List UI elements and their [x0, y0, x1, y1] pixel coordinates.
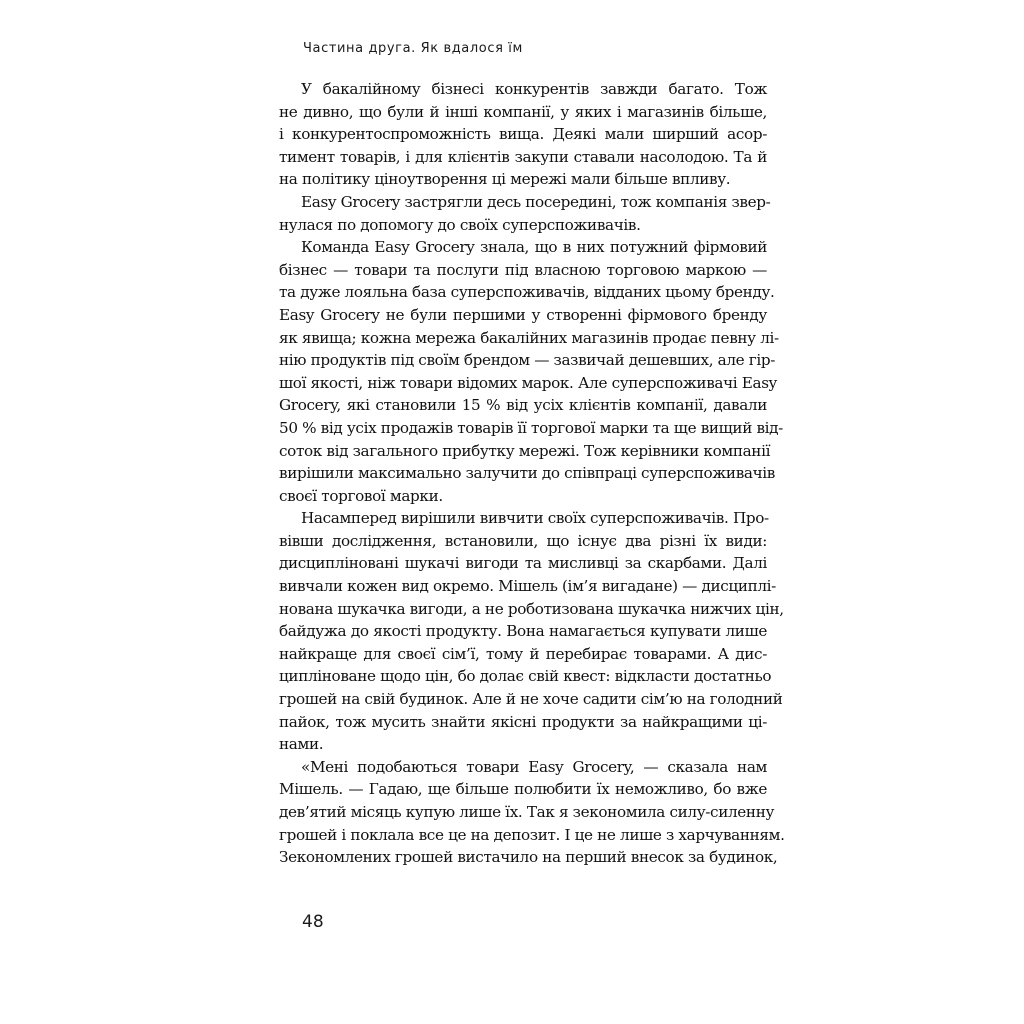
text-line: і конкурентоспроможність вища. Деякі мали ширший асор-	[279, 125, 767, 144]
text-line: нована шукачка вигоди, а не роботизована шукачка нижчих цін,	[279, 599, 784, 618]
text-line: Команда Easy Grocery знала, що в них потужний фірмовий	[301, 238, 767, 257]
text-line: своєї торгової марки.	[279, 486, 443, 505]
text-line: дев’ятий місяць купую лише їх. Так я зекономила силу-силенну	[279, 803, 775, 821]
text-line: соток від загального прибутку мережі. Тож керівники компанії	[279, 441, 771, 460]
text-line: нами.	[279, 735, 324, 754]
text-line: У бакалійному бізнесі конкурентів завжди багато. Тож	[301, 80, 767, 98]
text-line: Зекономлених грошей вистачило на перший внесок за будинок,	[279, 848, 778, 867]
text-line: «Мені подобаються товари Easy Grocery, — сказала нам	[301, 757, 767, 776]
text-line: 50 % від усіх продажів товарів її торгової марки та ще вищий від-	[279, 418, 783, 437]
text-line: Easy Grocery застрягли десь посередині, тож компанія звер-	[301, 192, 771, 211]
text-line: шої якості, ніж товари відомих марок. Але суперспоживачі Easy	[279, 373, 777, 392]
paragraph	[279, 756, 785, 869]
text-line: нію продуктів під своїм брендом — зазвичай дешевших, але гір-	[279, 351, 776, 370]
text-line: вивчали кожен вид окремо. Мішель (ім’я вигадане) — дисциплі-	[279, 577, 776, 596]
text-line: та дуже лояльна база суперспоживачів, відданих цьому бренду.	[279, 283, 775, 302]
text-line: дисципліновані шукачі вигоди та мисливці за скарбами. Далі	[279, 554, 767, 573]
text-line: грошей на свій будинок. Але й не хоче садити сім’ю на голодний	[279, 690, 783, 709]
text-line: тимент товарів, і для клієнтів закупи ставали насолодою. Та й	[279, 147, 767, 166]
page-number: 48	[302, 912, 324, 932]
body-text	[279, 78, 785, 869]
text-line: Мішель. — Гадаю, ще більше полюбити їх неможливо, бо вже	[279, 780, 767, 799]
paragraph	[279, 507, 784, 756]
text-line: як явища; кожна мережа бакалійних магазинів продає певну лі-	[279, 328, 779, 347]
text-line: грошей і поклала все це на депозит. І це не лише з харчуванням.	[279, 825, 785, 844]
text-line: вирішили максимально залучити до співпраці суперспоживачів	[279, 464, 776, 483]
running-head: Частина друга. Як вдалося їм	[303, 41, 523, 56]
text-line: Насамперед вирішили вивчити своїх суперспоживачів. Про-	[301, 509, 769, 528]
text-line: вівши дослідження, встановили, що існує два різні їх види:	[279, 531, 767, 550]
text-line: пайок, тож мусить знайти якісні продукти за найкращими ці-	[279, 712, 767, 731]
text-line: ципліноване щодо цін, бо долає свій квест: відкласти достатньо	[279, 667, 772, 686]
paragraph	[279, 236, 783, 507]
paragraph	[279, 78, 767, 191]
text-line: не дивно, що були й інші компанії, у яких і магазинів більше,	[279, 102, 767, 121]
text-line: нулася по допомогу до своїх суперспоживачів.	[279, 215, 641, 234]
text-line: найкраще для своєї сім’ї, тому й перебирає товарами. А дис-	[279, 644, 767, 663]
paragraph	[279, 191, 771, 236]
text-line: бізнес — товари та послуги під власною торговою маркою —	[279, 260, 767, 279]
text-line: байдужа до якості продукту. Вона намагається купувати лише	[279, 622, 767, 641]
text-line: Easy Grocery не були першими у створенні фірмового бренду	[279, 305, 767, 324]
text-line: на політику ціноутворення ці мережі мали більше впливу.	[279, 170, 731, 189]
text-line: Grocery, які становили 15 % від усіх клієнтів компанії, давали	[279, 396, 767, 415]
